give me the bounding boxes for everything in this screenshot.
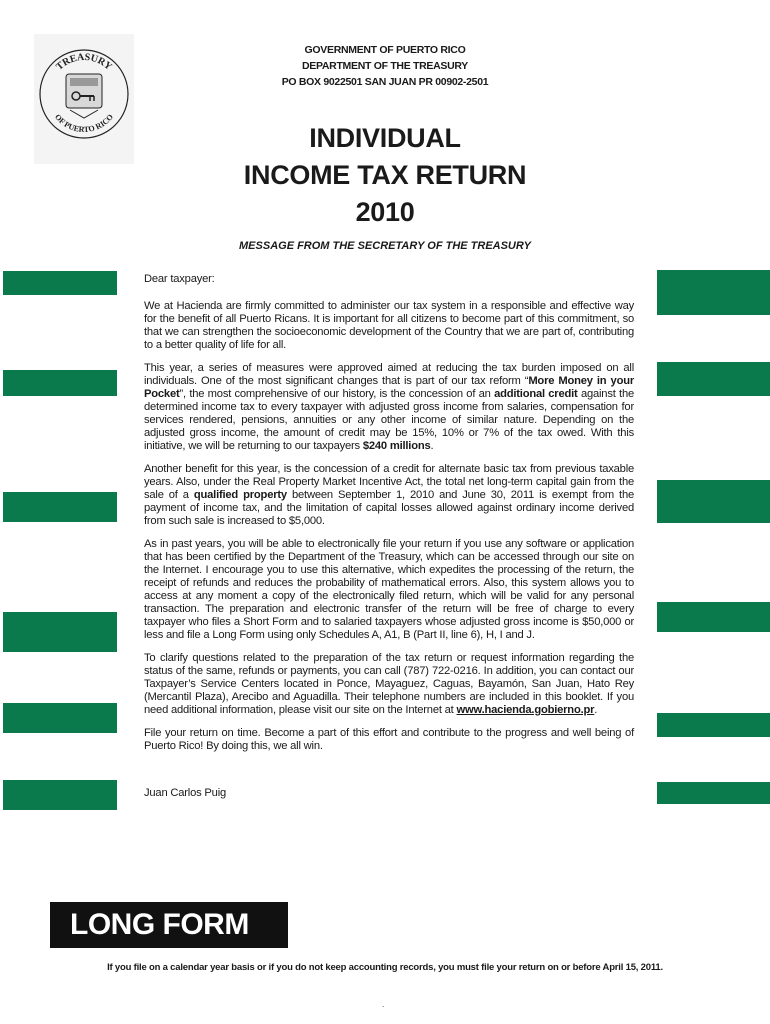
letter-paragraph-1: We at Hacienda are firmly committed to administer our tax system in a responsible and effective way for the benefit of all Puerto Ricans. It is important for all citizens to become part of this commitment, so that we can strengthen the socioeconomic development of the Country that we are part of, contributing to a better quality of life for all. xyxy=(144,300,634,351)
long-form-banner: LONG FORM xyxy=(50,902,288,948)
letter-paragraph-5: To clarify questions related to the preparation of the tax return or request information regarding the status of the same, refunds or payments, you can call (787) 722-0216. In addition, you can contact our Taxpayer’s Service Centers located in Ponce, Mayaguez, Caguas, Bayamón, San Juan, Hato Rey (Mercantil Plaza), Arecibo and Aguadilla. Their telephone numbers are included in this booklet. If you need additional information, please visit our site on the Internet at www.hacienda.gobierno.pr. xyxy=(144,652,634,716)
filing-deadline-note: If you file on a calendar year basis or if you do not keep accounting records, you must file your return on or before April 15, 2011. xyxy=(107,962,663,973)
message-subtitle: MESSAGE FROM THE SECRETARY OF THE TREASURY xyxy=(239,240,531,252)
letter-paragraph-2: This year, a series of measures were approved aimed at reducing the tax burden imposed on all individuals. One of the most significant changes that is part of our tax reform “More Money in your Pocket”, the most comprehensive of our history, is the concession of an additional credit against the determined income tax to every taxpayer with adjusted gross income from salaries, compensation for services rendered, pensions, annuities or any other income of similar nature. Depending on the adjusted gross income, the amount of credit may be 15%, 10% or 7% of the tax owed. With this initiative, we will be returning to our taxpayers $240 millions. xyxy=(144,362,634,452)
left-tab-1 xyxy=(3,271,117,295)
right-tab-5 xyxy=(657,713,770,737)
page-mark: . xyxy=(382,1000,385,1009)
right-tab-4 xyxy=(657,602,770,632)
header-address: PO BOX 9022501 SAN JUAN PR 00902-2501 xyxy=(281,76,489,88)
additional-credit-term: additional credit xyxy=(494,388,578,400)
header-government: GOVERNMENT OF PUERTO RICO xyxy=(304,44,466,56)
letter-signature: Juan Carlos Puig xyxy=(144,787,226,799)
letter-paragraph-3: Another benefit for this year, is the concession of a credit for alternate basic tax from previous taxable years. Also, under the Real Property Market Incentive Act, the total net long-term capital gain from the sale of a qualified property between September 1, 2010 and June 30, 2011 is exempt from the payment of income tax, and the limitation of capital losses allowed against ordinary income derived from such sale is increased to $5,000. xyxy=(144,463,634,527)
left-tab-2 xyxy=(3,370,117,396)
government-header xyxy=(220,42,550,90)
title-year: 2010 xyxy=(355,197,415,227)
letter-paragraph-6: File your return on time. Become a part of this effort and contribute to the progress and well being of Puerto Rico! By doing this, we all win. xyxy=(144,727,634,752)
left-tab-4 xyxy=(3,612,117,652)
right-tab-2 xyxy=(657,362,770,396)
seal-emblem-icon xyxy=(36,46,132,142)
left-tab-5 xyxy=(3,703,117,733)
left-tab-6 xyxy=(3,780,117,810)
refund-amount: $240 millions xyxy=(362,440,431,452)
seal-bottom-text: OF PUERTO RICO xyxy=(52,112,116,135)
left-tab-3 xyxy=(3,492,117,522)
seal-shield-icon xyxy=(66,74,102,118)
right-tab-1 xyxy=(657,270,770,315)
letter-paragraph-4: As in past years, you will be able to electronically file your return if you use any software or application that has been certified by the Department of the Treasury, which can be accessed through our site on the Internet. I encourage you to use this alternative, which expedites the processing of the return, the receipt of refunds and reduces the probability of mathematical errors. Also, this system allows you to access at any moment a copy of the electronically filed return, which will be valid for any personal transaction. The preparation and electronic transfer of the return will be free of charge to every taxpayer who files a Short Form and to salaried taxpayers whose adjusted gross income is $50,000 or less and file a Long Form using only Schedules A, A1, B (Part II, line 6), H, I and J. xyxy=(144,538,634,641)
right-tab-3 xyxy=(657,480,770,523)
seal-top-text: TREASURY xyxy=(54,51,114,73)
treasury-seal xyxy=(34,34,134,164)
title-line-income-tax-return: INCOME TAX RETURN xyxy=(243,160,527,190)
svg-text:OF PUERTO RICO xyxy=(53,112,115,134)
qualified-property-term: qualified property xyxy=(193,489,287,501)
secretary-letter xyxy=(144,273,634,810)
reform-name: More Money in your Pocket xyxy=(144,375,634,400)
hacienda-website-link[interactable]: www.hacienda.gobierno.pr xyxy=(456,704,595,716)
document-title xyxy=(200,120,570,231)
title-line-individual: INDIVIDUAL xyxy=(309,123,461,153)
letter-salutation: Dear taxpayer: xyxy=(144,273,215,285)
header-department: DEPARTMENT OF THE TREASURY xyxy=(301,60,469,72)
right-tab-6 xyxy=(657,782,770,804)
